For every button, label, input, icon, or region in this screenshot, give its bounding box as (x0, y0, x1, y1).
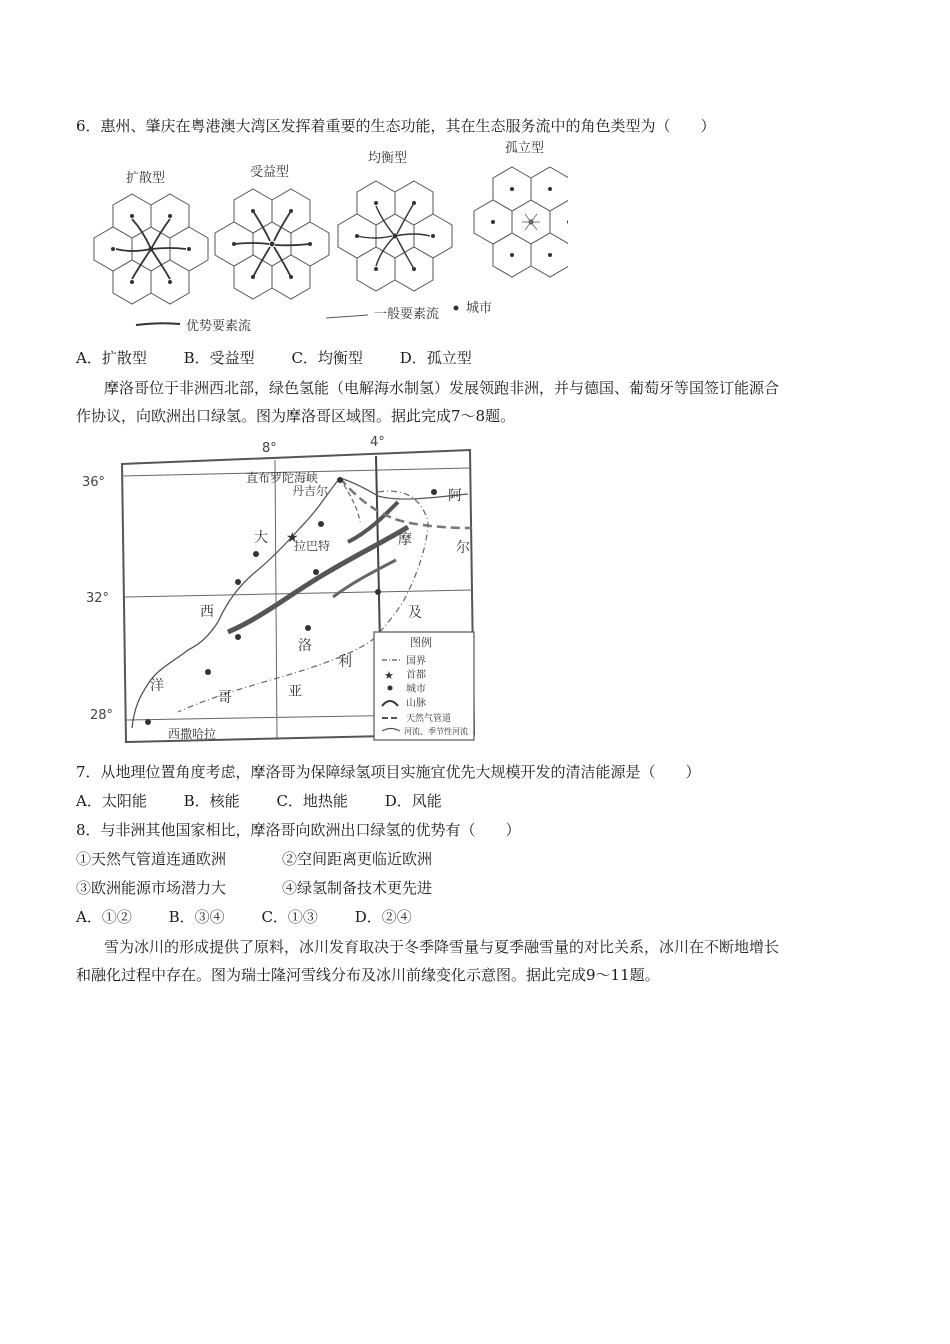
label-gibraltar: 直布罗陀海峡 (246, 471, 319, 485)
map-legend-pipeline: 天然气管道 (406, 714, 452, 724)
panel-label-diffusion: 扩散型 (126, 171, 166, 186)
lon-label-4: 4° (370, 435, 385, 450)
label-mo: 摩 (398, 532, 412, 548)
panel-label-balanced: 均衡型 (368, 151, 408, 166)
panel-balanced (338, 150, 452, 291)
q7-option-a[interactable]: A．太阳能 (76, 792, 147, 810)
question-8-stem: 8．与非洲其他国家相比，摩洛哥向欧洲出口绿氢的优势有（ ） (76, 821, 521, 839)
label-ji: 及 (408, 605, 422, 621)
map-legend-city: 城市 (406, 684, 426, 695)
question-7-stem: 7．从地理位置角度考虑，摩洛哥为保障绿氢项目实施宜优先大规模开发的清洁能源是（ ） (76, 763, 701, 781)
label-er: 尔 (456, 540, 470, 556)
lat-label-32: 32° (86, 591, 110, 606)
legend-dominant-flow: 优势要素流 (186, 319, 252, 334)
lat-label-36: 36° (82, 475, 106, 490)
map-legend-title: 图例 (410, 636, 432, 649)
map-legend-capital: 首都 (406, 670, 426, 681)
q6-option-a[interactable]: A．扩散型 (76, 349, 147, 367)
q7-option-d[interactable]: D．风能 (384, 792, 442, 810)
q6-option-c[interactable]: C．均衡型 (291, 349, 363, 367)
label-rabat: 拉巴特 (294, 539, 331, 553)
label-western-sahara: 西撒哈拉 (168, 727, 217, 741)
intro-9-11-line2: 和融化过程中存在。图为瑞士隆河雪线分布及冰川前缘变化示意图。据此完成9～11题。 (76, 966, 660, 984)
intro-7-8-line2: 作协议，向欧洲出口绿氢。图为摩洛哥区域图。据此完成7～8题。 (76, 407, 516, 425)
q8-statement-1: ①天然气管道连通欧洲 (76, 850, 227, 868)
question-7-options (76, 791, 474, 811)
label-da: 大 (254, 530, 268, 546)
question-6-stem: 6．惠州、肇庆在粤港澳大湾区发挥着重要的生态功能，其在生态服务流中的角色类型为（ ） (76, 117, 716, 135)
label-tangier: 丹吉尔 (292, 484, 329, 498)
legend-general-flow: 一般要素流 (374, 307, 440, 322)
panel-diffusion (94, 170, 208, 304)
panel-label-isolated: 孤立型 (505, 141, 545, 156)
label-xi: 西 (200, 604, 214, 620)
lat-label-28: 28° (90, 708, 114, 723)
q8-statement-3: ③欧洲能源市场潜力大 (76, 879, 227, 897)
question-8-options (76, 907, 444, 927)
q8-option-a[interactable]: A．①② (76, 908, 132, 926)
map-legend-mountain: 山脉 (406, 698, 426, 709)
label-yang: 洋 (150, 678, 164, 694)
lon-label-8: 8° (262, 441, 277, 456)
q8-option-d[interactable]: D．②④ (354, 908, 412, 926)
map-legend-border: 国界 (406, 656, 426, 667)
q8-option-c[interactable]: C．①③ (261, 908, 318, 926)
panel-label-beneficiary: 受益型 (250, 165, 290, 180)
intro-7-8-line1: 摩洛哥位于非洲西北部，绿色氢能（电解海水制氢）发展领跑非洲，并与德国、葡萄牙等国签订能源合 (104, 379, 780, 397)
map-legend-star-icon: ★ (384, 669, 394, 682)
q8-option-b[interactable]: B．③④ (168, 908, 225, 926)
label-a: 阿 (448, 488, 462, 504)
morocco-map (78, 432, 480, 748)
figure-legend (136, 301, 492, 334)
question-6-options (76, 348, 504, 368)
panel-beneficiary (215, 164, 329, 299)
map-legend (374, 632, 474, 740)
legend-city: 城市 (466, 301, 493, 316)
label-ya: 亚 (288, 684, 302, 700)
ecological-flow-figure (78, 140, 568, 340)
q7-option-b[interactable]: B．核能 (183, 792, 240, 810)
label-luo: 洛 (298, 638, 312, 654)
capital-star-icon: ★ (286, 530, 299, 546)
intro-9-11-line1: 雪为冰川的形成提供了原料，冰川发育取决于冬季降雪量与夏季融雪量的对比关系，冰川在不断地增长 (104, 938, 780, 956)
label-li: 利 (338, 654, 352, 670)
label-ge: 哥 (218, 690, 232, 706)
q7-option-c[interactable]: C．地热能 (276, 792, 348, 810)
panel-isolated (474, 140, 568, 277)
q8-statement-4: ④绿氢制备技术更先进 (282, 879, 433, 897)
map-legend-river: 河流、季节性河流 (404, 727, 468, 736)
q8-statement-2: ②空间距离更临近欧洲 (282, 850, 433, 868)
q6-option-d[interactable]: D．孤立型 (399, 349, 472, 367)
q6-option-b[interactable]: B．受益型 (183, 349, 255, 367)
